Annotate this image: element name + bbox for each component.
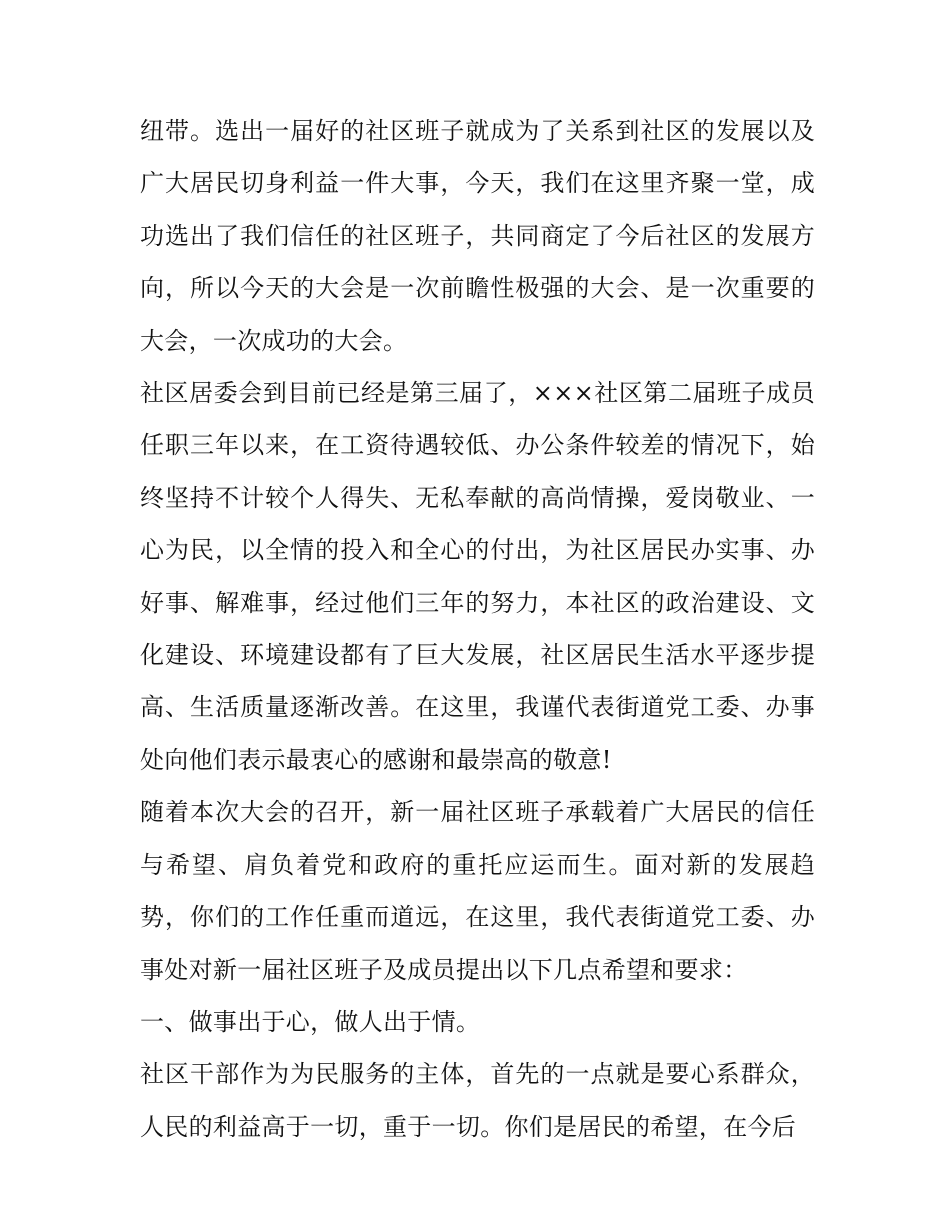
paragraph-2: 社区居委会到目前已经是第三届了，×××社区第二届班子成员任职三年以来，在工资待遇较低、办公条件较差的情况下，始终坚持不计较个人得失、无私奉献的高尚情操，爱岗敬业、一心为民，以全情的投入和全心的付出，为社区居民办实事、办好事、解难事，经过他们三年的努力，本社区的政治建设、文化建设、环境建设都有了巨大发展，社区居民生活水平逐步提高、生活质量逐渐改善。在这里，我谨代表街道党工委、办事处向他们表示最衷心的感谢和最崇高的敬意!: [140, 379, 815, 774]
paragraph-1: 纽带。选出一届好的社区班子就成为了关系到社区的发展以及广大居民切身利益一件大事，今天，我们在这里齐聚一堂，成功选出了我们信任的社区班子，共同商定了今后社区的发展方向，所以今天的大会是一次前瞻性极强的大会、是一次重要的大会，一次成功的大会。: [140, 117, 815, 355]
paragraph-3: 随着本次大会的召开，新一届社区班子承载着广大居民的信任与希望、肩负着党和政府的重托应运而生。面对新的发展趋势，你们的工作任重而道远，在这里，我代表街道党工委、办事处对新一届社区班子及成员提出以下几点希望和要求：: [140, 798, 815, 984]
document-body: [140, 105, 815, 1153]
paragraph-5: 社区干部作为为民服务的主体，首先的一点就是要心系群众，人民的利益高于一切，重于一切。你们是居民的希望，在今后: [140, 1060, 815, 1141]
paragraph-4-heading: 一、做事出于心，做人出于情。: [140, 1007, 481, 1036]
